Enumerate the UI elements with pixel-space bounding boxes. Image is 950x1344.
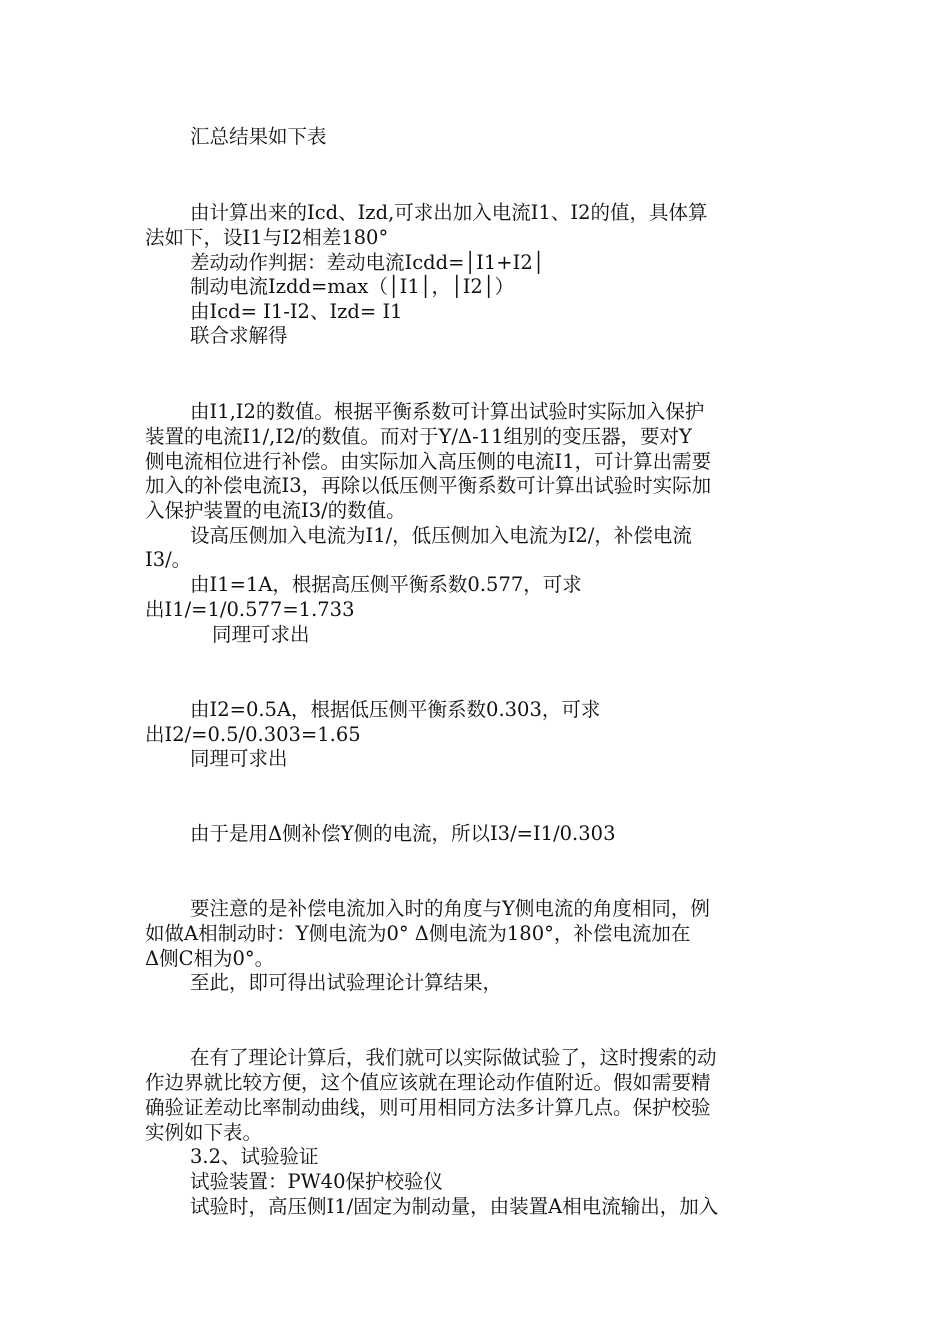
text-line: 加入的补偿电流I3，再除以低压侧平衡系数可计算出试验时实际加 xyxy=(145,474,712,497)
text-line: 汇总结果如下表 xyxy=(190,125,327,148)
text-line: Δ侧C相为0°。 xyxy=(145,947,275,970)
text-line: 试验时，高压侧I1/固定为制动量，由装置A相电流输出，加入 xyxy=(190,1195,719,1218)
text-line: 联合求解得 xyxy=(190,324,288,347)
text-line: 差动动作判据：差动电流Icdd=│I1+I2│ xyxy=(190,251,545,274)
text-line: 制动电流Izdd=max（│I1│，│I2│） xyxy=(190,275,515,298)
text-line: 出I2/=0.5/0.303=1.65 xyxy=(145,723,361,746)
text-line: 试验装置：PW40保护校验仪 xyxy=(190,1170,443,1193)
section-heading: 3.2、试验验证 xyxy=(190,1145,319,1168)
text-line: 入保护装置的电流I3/的数值。 xyxy=(145,499,406,522)
text-line: 同理可求出 xyxy=(190,747,288,770)
text-line: 出I1/=1/0.577=1.733 xyxy=(145,598,355,621)
text-line: 作边界就比较方便，这个值应该就在理论动作值附近。假如需要精 xyxy=(145,1071,711,1094)
text-line: 如做A相制动时：Y侧电流为0° Δ侧电流为180°，补偿电流加在 xyxy=(145,922,691,945)
text-line: 装置的电流I1/,I2/的数值。而对于Y/Δ-11组别的变压器，要对Y xyxy=(145,425,692,448)
text-line: 要注意的是补偿电流加入时的角度与Y侧电流的角度相同，例 xyxy=(190,897,710,920)
text-line: 侧电流相位进行补偿。由实际加入高压侧的电流I1，可计算出需要 xyxy=(145,450,712,473)
text-line: 由于是用Δ侧补偿Y侧的电流，所以I3/=I1/0.303 xyxy=(190,822,616,845)
text-line: 由计算出来的Icd、Izd,可求出加入电流I1、I2的值，具体算 xyxy=(190,201,708,224)
text-line: 实例如下表。 xyxy=(145,1121,263,1144)
text-line: 设高压侧加入电流为I1/，低压侧加入电流为I2/，补偿电流 xyxy=(190,524,692,547)
text-line: 在有了理论计算后，我们就可以实际做试验了，这时搜索的动 xyxy=(190,1046,717,1069)
text-line: 法如下，设I1与I2相差180° xyxy=(145,226,389,249)
text-line: 由I1=1A，根据高压侧平衡系数0.577，可求 xyxy=(190,573,582,596)
text-line: I3/。 xyxy=(145,548,192,571)
text-line: 由I2=0.5A，根据低压侧平衡系数0.303，可求 xyxy=(190,698,601,721)
text-line: 由Icd= I1-I2、Izd= I1 xyxy=(190,300,403,323)
text-line: 同理可求出 xyxy=(212,623,310,646)
text-line: 确验证差动比率制动曲线，则可用相同方法多计算几点。保护校验 xyxy=(145,1096,711,1119)
text-line: 由I1,I2的数值。根据平衡系数可计算出试验时实际加入保护 xyxy=(190,400,705,423)
text-line: 至此，即可得出试验理论计算结果， xyxy=(190,971,503,994)
